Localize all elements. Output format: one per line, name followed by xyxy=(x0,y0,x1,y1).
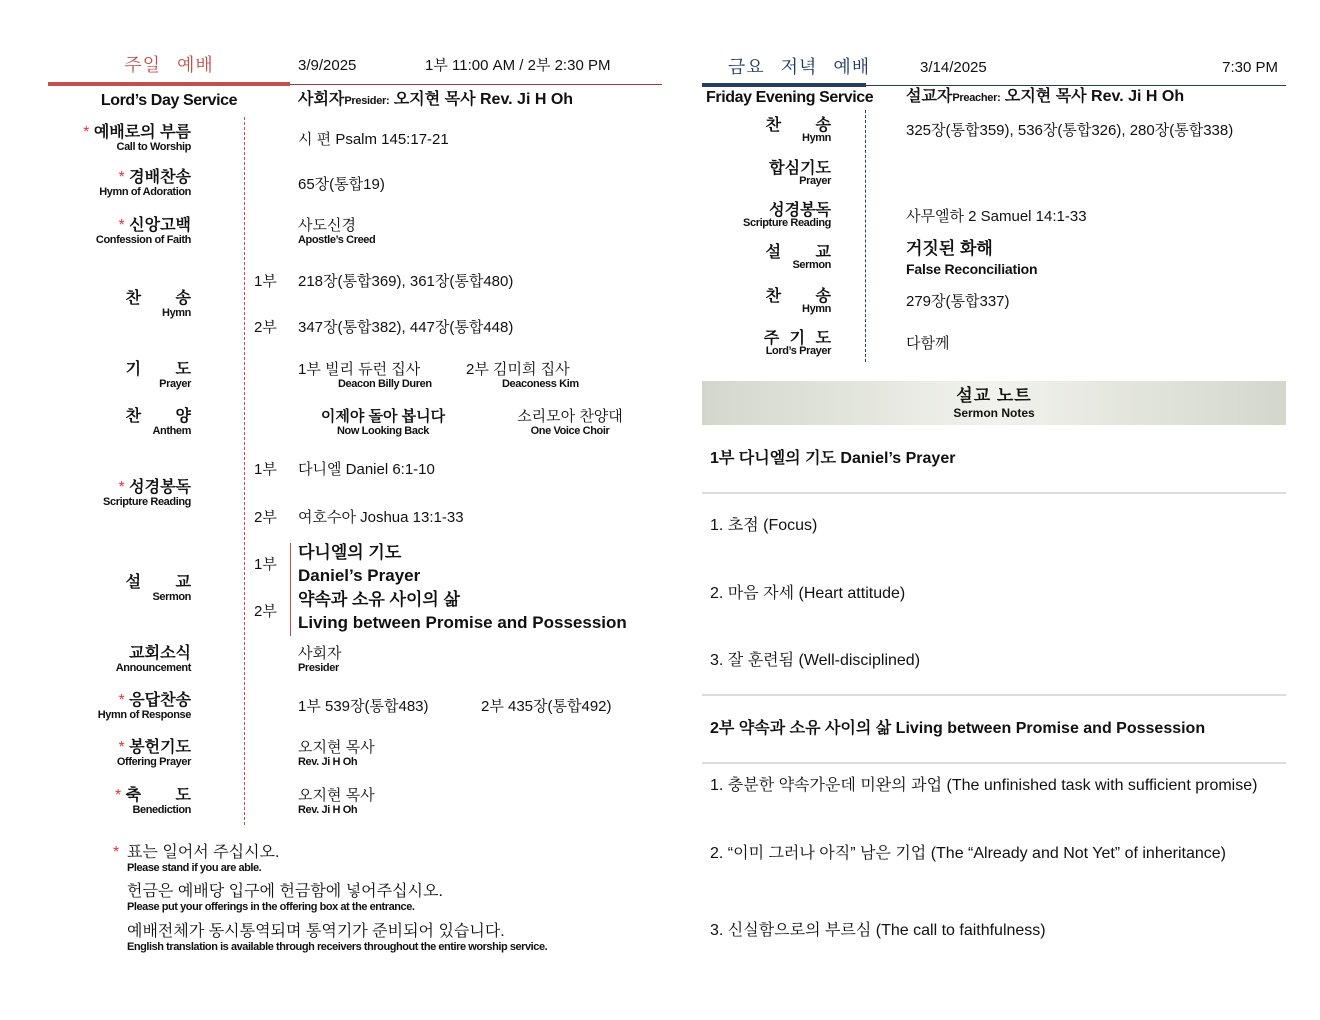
label-en: Sermon xyxy=(152,591,191,603)
label-en: Offering Prayer xyxy=(116,756,191,768)
notes-point: 2. 마음 자세 (Heart attitude) xyxy=(710,585,906,602)
label-ko xyxy=(30,788,191,804)
label-benediction xyxy=(30,788,191,817)
service-marker: 2부 xyxy=(254,509,277,526)
label-en: Sermon xyxy=(792,259,831,271)
sermon-title-1-en: Daniel’s Prayer xyxy=(298,566,421,586)
preacher-label-en: Preacher: xyxy=(952,92,1001,104)
friday-date: 3/14/2025 xyxy=(920,59,987,76)
sermon-notes-title: 설교 노트 xyxy=(956,386,1032,405)
label-hymn-of-response xyxy=(30,693,191,722)
content-ko: 사회자 xyxy=(298,645,342,662)
content-scripture-2: 여호수아 Joshua 13:1-33 xyxy=(298,509,464,526)
preacher-name: 오지현 목사 Rev. Ji H Oh xyxy=(1004,88,1185,105)
friday-content-scripture: 사무엘하 2 Samuel 14:1-33 xyxy=(906,208,1087,225)
content-sermon-titles xyxy=(298,541,627,634)
note-text: 예배전체가 동시통역되며 통역기가 준비되어 있습니다. xyxy=(127,923,505,940)
label-ko xyxy=(30,693,191,709)
friday-service-name: Friday Evening Service xyxy=(706,89,874,106)
label-scripture-reading xyxy=(30,480,191,509)
notes-point: 2. “이미 그러나 아직” 남은 기업 (The “Already and Not Yet” of inheritance) xyxy=(710,845,1226,862)
label-ko: 설 교 xyxy=(765,244,831,261)
content-call-to-worship: 시 편 Psalm 145:17-21 xyxy=(298,131,449,148)
content-en: Apostle’s Creed xyxy=(298,234,376,246)
note-text-en: Please put your offerings in the offering box at the entrance. xyxy=(127,901,415,913)
label-confession-of-faith xyxy=(30,218,191,247)
label-text: 응답찬송 xyxy=(129,692,191,709)
note-text-en: Please stand if you are able. xyxy=(127,862,262,874)
label-en: Call to Worship xyxy=(116,141,191,153)
content-en: Deaconess Kim xyxy=(502,378,579,390)
service-marker: 1부 xyxy=(254,461,277,478)
label-ko: 주 기 도 xyxy=(763,330,831,347)
sermon-title-2: 약속과 소유 사이의 삶 xyxy=(298,589,460,609)
friday-sermon-title-en: False Reconciliation xyxy=(906,261,1038,277)
content-anthem-song xyxy=(283,409,483,438)
label-ko: 찬 양 xyxy=(125,408,191,425)
label-ko: 교회소식 xyxy=(129,645,191,662)
content-ko: 오지현 목사 xyxy=(298,787,375,804)
sermon-divider xyxy=(290,543,291,636)
content-prayer-leader-1: 1부 빌리 듀런 집사 xyxy=(298,361,421,378)
label-announcement xyxy=(30,646,191,675)
note-offering xyxy=(127,883,443,914)
note-translation xyxy=(127,923,547,954)
label-ko: 설 교 xyxy=(125,574,191,591)
content-confession-of-faith xyxy=(298,218,375,247)
friday-content-hymn: 325장(통합359), 536장(통합326), 280장(통합338) xyxy=(906,122,1234,139)
sunday-header-rule xyxy=(290,84,662,85)
label-offering-prayer xyxy=(30,740,191,769)
notes-divider xyxy=(702,492,1286,494)
label-anthem xyxy=(30,409,191,438)
sermon-notes-title-en: Sermon Notes xyxy=(953,406,1035,420)
sermon-notes-banner xyxy=(702,381,1286,425)
note-text: 표는 일어서 주십시오. xyxy=(127,844,280,861)
content-prayer-leader-2-en xyxy=(502,378,579,391)
sunday-times: 1부 11:00 AM / 2부 2:30 PM xyxy=(425,57,611,74)
sunday-title: 주일 예배 xyxy=(124,55,214,75)
anthem-title: 이제야 돌아 봅니다 xyxy=(320,408,446,425)
notes-point: 1. 충분한 약속가운데 미완의 과업 (The unfinished task with sufficient promise) xyxy=(710,777,1258,794)
content-announcement xyxy=(298,646,341,675)
friday-content-lords-prayer: 다함께 xyxy=(906,335,950,352)
standing-mark: * xyxy=(118,692,125,709)
sunday-dashed-divider xyxy=(244,117,245,825)
label-en: Prayer xyxy=(159,378,191,390)
label-en: Announcement xyxy=(115,662,191,674)
content-ko: 오지현 목사 xyxy=(298,739,375,756)
standing-mark: * xyxy=(114,787,122,804)
notes-point: 1. 초점 (Focus) xyxy=(710,517,818,534)
label-en: Lord’s Prayer xyxy=(765,345,831,357)
friday-label-closing-hymn xyxy=(700,290,831,315)
content-ko: 사도신경 xyxy=(298,217,356,234)
friday-content-closing-hymn: 279장(통합337) xyxy=(906,293,1010,310)
friday-sermon-title: 거짓된 화해 xyxy=(906,239,993,258)
friday-time: 7:30 PM xyxy=(1222,59,1278,76)
friday-preacher xyxy=(906,87,1184,108)
notes-heading-1: 1부 다니엘의 기도 Daniel’s Prayer xyxy=(710,450,956,467)
friday-label-lords-prayer xyxy=(700,332,831,357)
preacher-label: 설교자 xyxy=(906,88,953,105)
label-sermon xyxy=(30,575,191,604)
friday-dashed-divider xyxy=(865,110,866,362)
friday-title: 금요 저녁 예배 xyxy=(727,57,871,77)
label-ko xyxy=(30,218,191,234)
label-en: Scripture Reading xyxy=(743,217,831,229)
sermon-title-1: 다니엘의 기도 xyxy=(298,543,402,562)
content-en: Rev. Ji H Oh xyxy=(298,756,358,768)
label-text: 성경봉독 xyxy=(129,479,191,496)
label-ko: 찬 송 xyxy=(125,290,191,307)
standing-mark: * xyxy=(118,217,125,234)
content-en: Deacon Billy Duren xyxy=(338,378,432,390)
label-ko xyxy=(30,170,191,186)
label-prayer xyxy=(30,362,191,391)
standing-mark: * xyxy=(118,169,125,186)
label-en: Hymn xyxy=(802,132,831,144)
content-hymn-of-adoration: 65장(통합19) xyxy=(298,176,385,193)
content-hymn-1: 218장(통합369), 361장(통합480) xyxy=(298,273,514,290)
content-offering-prayer xyxy=(298,740,375,769)
content-hymn-2: 347장(통합382), 447장(통합448) xyxy=(298,319,514,336)
sunday-presider xyxy=(298,90,573,111)
notes-divider xyxy=(702,762,1286,764)
standing-mark: * xyxy=(113,844,120,861)
label-ko xyxy=(30,480,191,496)
label-ko: 기 도 xyxy=(125,361,191,378)
standing-mark: * xyxy=(118,479,125,496)
choir-name-en: One Voice Choir xyxy=(530,425,610,437)
sunday-date: 3/9/2025 xyxy=(298,57,357,74)
friday-label-prayer xyxy=(700,162,831,187)
label-en: Hymn xyxy=(802,303,831,315)
presider-label-en: Presider: xyxy=(344,95,390,107)
note-standing xyxy=(127,844,279,875)
label-en: Benediction xyxy=(132,804,191,816)
label-en: Confession of Faith xyxy=(95,234,191,246)
label-hymn-of-adoration xyxy=(30,170,191,199)
content-en: Rev. Ji H Oh xyxy=(298,804,358,816)
friday-content-sermon xyxy=(906,239,1037,279)
label-ko: 찬 송 xyxy=(765,117,831,134)
label-text: 축 도 xyxy=(125,787,191,804)
label-hymn xyxy=(30,291,191,320)
label-ko: 합심기도 xyxy=(769,160,831,177)
label-ko xyxy=(30,125,191,141)
label-en: Hymn of Adoration xyxy=(99,186,191,198)
content-hymn-of-response-1: 1부 539장(통합483) xyxy=(298,698,429,715)
service-marker: 2부 xyxy=(254,603,277,620)
friday-label-scripture xyxy=(700,204,831,229)
label-en: Anthem xyxy=(152,425,191,437)
standing-mark: * xyxy=(118,739,125,756)
label-text: 경배찬송 xyxy=(129,169,191,186)
presider-label: 사회자 xyxy=(298,91,345,108)
service-marker: 2부 xyxy=(254,319,277,336)
label-text: 봉헌기도 xyxy=(129,739,191,756)
label-text: 신앙고백 xyxy=(129,217,191,234)
content-en: Presider xyxy=(298,662,339,674)
label-call-to-worship xyxy=(30,125,191,154)
label-ko: 찬 송 xyxy=(765,288,831,305)
label-en: Hymn of Response xyxy=(97,709,191,721)
sermon-title-2-en: Living between Promise and Possession xyxy=(298,612,627,632)
choir-name: 소리모아 찬양대 xyxy=(517,408,623,425)
notes-point: 3. 신실함으로의 부르심 (The call to faithfulness) xyxy=(710,922,1046,939)
content-hymn-of-response-2: 2부 435장(통합492) xyxy=(481,698,612,715)
notes-divider xyxy=(702,694,1286,696)
label-ko xyxy=(30,740,191,756)
notes-heading-2: 2부 약속과 소유 사이의 삶 Living between Promise and Possession xyxy=(710,720,1206,737)
service-marker: 1부 xyxy=(254,273,277,290)
service-marker: 1부 xyxy=(254,556,277,573)
note-text: 헌금은 예배당 입구에 헌금함에 넣어주십시오. xyxy=(127,883,443,900)
content-benediction xyxy=(298,788,375,817)
label-ko: 성경봉독 xyxy=(769,202,831,219)
anthem-title-en: Now Looking Back xyxy=(337,425,429,437)
content-anthem-choir xyxy=(470,409,670,438)
friday-label-sermon xyxy=(700,246,831,271)
friday-label-hymn xyxy=(700,119,831,144)
sunday-service-name: Lord’s Day Service xyxy=(100,92,238,109)
friday-header-rule xyxy=(866,85,1286,86)
notes-point: 3. 잘 훈련됨 (Well-disciplined) xyxy=(710,652,921,669)
friday-title-bar xyxy=(702,83,866,87)
label-en: Hymn xyxy=(162,307,191,319)
label-text: 예배로의 부름 xyxy=(93,124,191,141)
note-text-en: English translation is available through receivers throughout the entire worship service. xyxy=(127,941,548,953)
label-en: Prayer xyxy=(799,175,831,187)
content-prayer-leader-2: 2부 김미희 집사 xyxy=(466,361,570,378)
label-en: Scripture Reading xyxy=(103,496,191,508)
content-prayer-leader-1-en xyxy=(338,378,432,391)
presider-name: 오지현 목사 Rev. Ji H Oh xyxy=(393,91,574,108)
content-scripture-1: 다니엘 Daniel 6:1-10 xyxy=(298,461,435,478)
standing-mark: * xyxy=(83,124,90,141)
sunday-title-bar xyxy=(48,82,290,86)
